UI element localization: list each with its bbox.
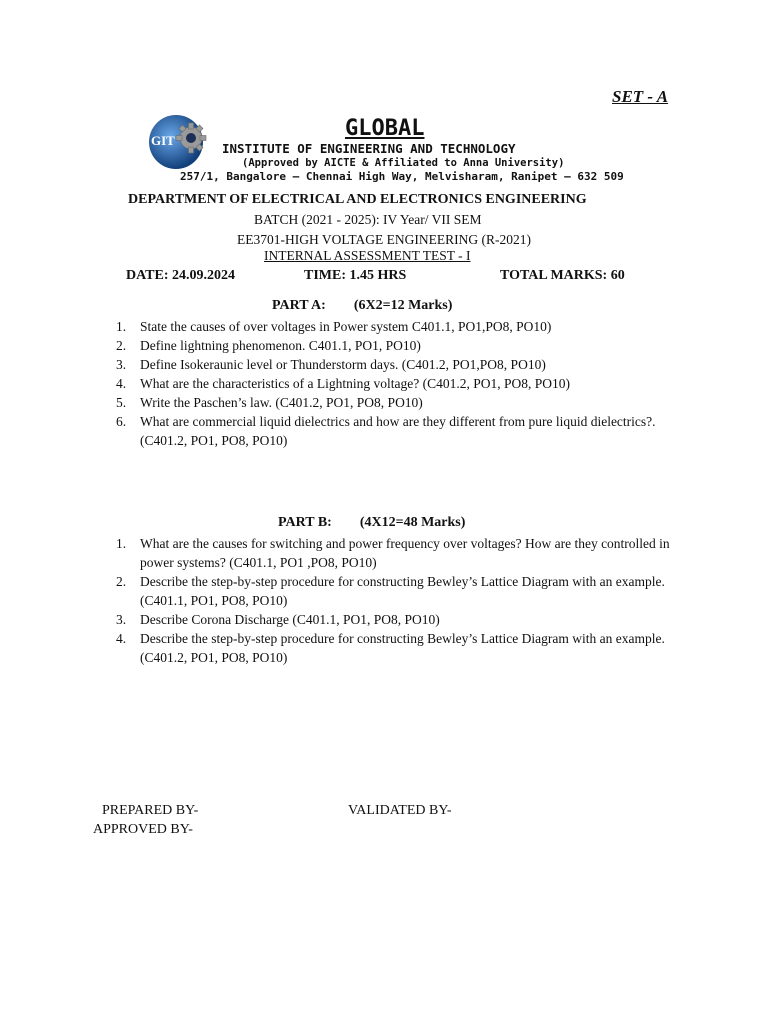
question-text: Describe Corona Discharge (C401.1, PO1, PO8, PO10) [140, 612, 440, 627]
batch-info: BATCH (2021 - 2025): IV Year/ VII SEM [254, 212, 482, 227]
question-item [116, 610, 676, 629]
question-number: 3. [116, 612, 127, 627]
question-number: 1. [116, 319, 127, 334]
part-a-title: PART A: [272, 298, 326, 313]
logo-text: GIT [151, 133, 175, 148]
question-text: Describe the step-by-step procedure for constructing Bewley’s Lattice Diagram with an example. (C401.1, PO1, PO8, PO10) [140, 574, 665, 608]
prepared-by: PREPARED BY- [102, 803, 199, 818]
question-text: What are the characteristics of a Lightning voltage? (C401.2, PO1, PO8, PO10) [140, 376, 571, 391]
approval-note: (Approved by AICTE & Affiliated to Anna University) [242, 157, 565, 169]
part-a-questions [116, 317, 676, 450]
course-title: EE3701-HIGH VOLTAGE ENGINEERING (R-2021) [237, 232, 532, 247]
part-b-heading [278, 515, 465, 531]
exam-time: TIME: 1.45 HRS [304, 268, 407, 283]
college-logo [147, 111, 211, 173]
set-label: SET - A [612, 87, 669, 106]
question-text: What are commercial liquid dielectrics and how are they different from pure liquid dielectrics?.(C401.2, PO1, PO8, PO10) [140, 414, 656, 448]
part-a-marks: (6X2=12 Marks) [353, 298, 453, 313]
validated-by: VALIDATED BY- [348, 803, 452, 818]
college-name: GLOBAL [345, 116, 425, 141]
question-item [116, 317, 676, 336]
part-b-marks: (4X12=48 Marks) [359, 515, 466, 530]
college-address: 257/1, Bangalore – Chennai High Way, Melvisharam, Ranipet – 632 509 [180, 170, 624, 183]
question-text: Define Isokeraunic level or Thunderstorm days. (C401.2, PO1,PO8, PO10) [140, 357, 546, 372]
question-item [116, 412, 676, 450]
question-item [116, 374, 676, 393]
part-a-heading [272, 298, 452, 314]
question-item [116, 336, 676, 355]
exam-date: DATE: 24.09.2024 [126, 268, 236, 283]
total-marks: TOTAL MARKS: 60 [500, 268, 625, 283]
question-item [116, 572, 676, 610]
question-number: 4. [116, 631, 127, 646]
question-number: 4. [116, 376, 127, 391]
question-number: 3. [116, 357, 127, 372]
approved-by: APPROVED BY- [93, 822, 193, 837]
department-title: DEPARTMENT OF ELECTRICAL AND ELECTRONICS ENGINEERING [128, 192, 587, 207]
question-text: Define lightning phenomenon. C401.1, PO1, PO10) [140, 338, 421, 353]
question-number: 5. [116, 395, 127, 410]
question-text: Write the Paschen’s law. (C401.2, PO1, PO8, PO10) [140, 395, 423, 410]
question-text: State the causes of over voltages in Power system C401.1, PO1,PO8, PO10) [140, 319, 552, 334]
part-b-questions [116, 534, 676, 667]
question-item [116, 355, 676, 374]
question-item [116, 629, 676, 667]
question-text: Describe the step-by-step procedure for constructing Bewley’s Lattice Diagram with an example. (C401.2, PO1, PO8, PO10) [140, 631, 665, 665]
question-item [116, 393, 676, 412]
institute-name: INSTITUTE OF ENGINEERING AND TECHNOLOGY [222, 141, 516, 156]
question-number: 1. [116, 536, 127, 551]
question-text: What are the causes for switching and power frequency over voltages? How are they controlled in power systems? (C401.1, PO1 ,PO8, PO10) [140, 536, 670, 570]
gear-logo-icon [147, 111, 211, 173]
question-item [116, 534, 676, 572]
question-number: 2. [116, 574, 127, 589]
part-b-title: PART B: [278, 515, 332, 530]
test-title: INTERNAL ASSESSMENT TEST - I [264, 248, 471, 263]
question-number: 2. [116, 338, 127, 353]
question-number: 6. [116, 414, 127, 429]
